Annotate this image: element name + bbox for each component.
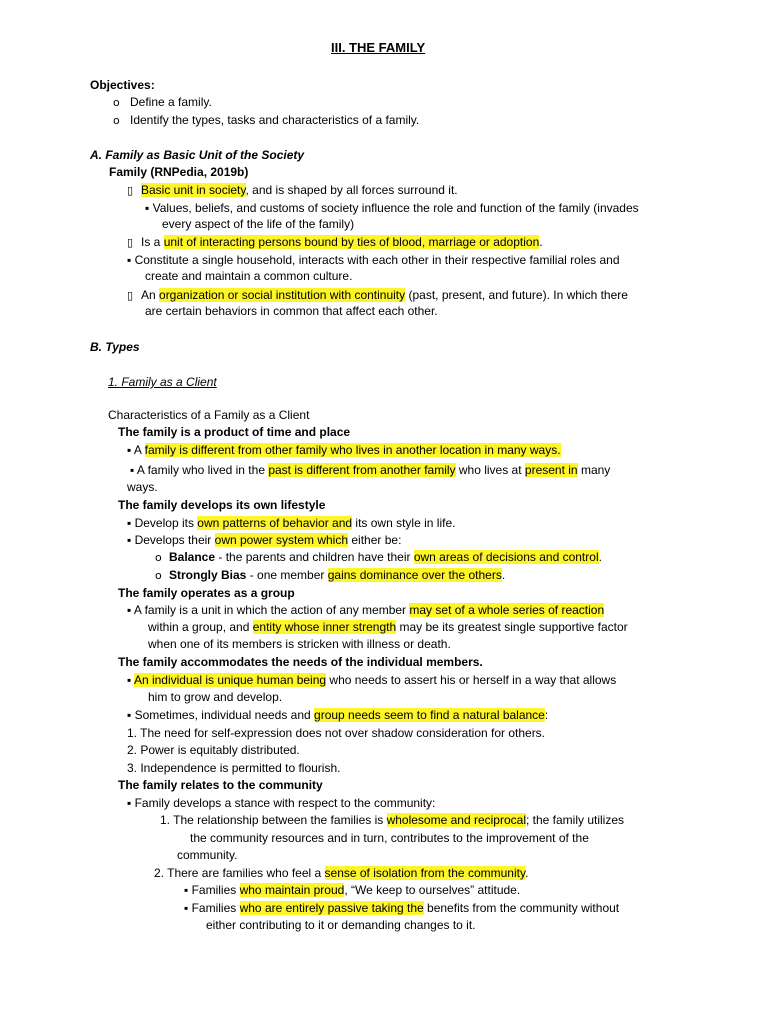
- bullet-o-icon: o: [113, 114, 120, 127]
- section-a-subheading: Family (RNPedia, 2019b): [109, 165, 249, 179]
- list-item: ▪ Sometimes, individual needs and group needs seem to find a natural balance:: [127, 708, 549, 722]
- objectives-heading: Objectives:: [90, 78, 155, 92]
- objective-item: o Define a family.: [113, 95, 212, 109]
- numbered-item: 1. The relationship between the families is wholesome and reciprocal; the family utilizes: [160, 813, 625, 827]
- sub-list-item: ▪ Families who maintain proud, “We keep to ourselves” attitude.: [184, 883, 521, 897]
- list-item: ▯ An organization or social institution with continuity (past, present, and future). In which there: [127, 288, 628, 302]
- characteristic-heading: The family develops its own lifestyle: [118, 498, 326, 512]
- numbered-item-continued: the community resources and in turn, contributes to the improvement of the: [190, 831, 589, 845]
- sub-list-item-continued: either contributing to it or demanding changes to it.: [206, 918, 476, 932]
- characteristic-heading: The family operates as a group: [118, 586, 295, 600]
- numbered-item: 3. Independence is permitted to flourish.: [127, 761, 341, 775]
- list-item: ▪ A family who lived in the past is different from another family who lives at present in many: [130, 463, 611, 477]
- characteristic-heading: The family accommodates the needs of the individual members.: [118, 655, 483, 669]
- list-item: ▪ Constitute a single household, interacts with each other in their respective familial roles and: [127, 253, 620, 267]
- section-b-subheading: 1. Family as a Client: [108, 375, 217, 389]
- list-item-continued: when one of its members is stricken with illness or death.: [148, 637, 451, 651]
- characteristics-heading: Characteristics of a Family as a Client: [108, 408, 310, 422]
- numbered-item: 1. The need for self-expression does not over shadow consideration for others.: [127, 726, 546, 740]
- list-item-continued: ways.: [127, 480, 158, 494]
- list-item: ▯ Basic unit in society, and is shaped by all forces surround it.: [127, 183, 458, 197]
- bullet-o-icon: o: [113, 96, 120, 109]
- list-item-continued: are certain behaviors in common that affect each other.: [145, 304, 438, 318]
- sub-list-item: o Strongly Bias - one member gains dominance over the others.: [155, 568, 506, 582]
- list-item: ▪ An individual is unique human being who needs to assert his or herself in a way that allows: [127, 673, 617, 687]
- bullet-o-icon: o: [155, 569, 162, 582]
- numbered-item-continued: community.: [177, 848, 238, 862]
- bullet-o-icon: o: [155, 551, 162, 564]
- list-item-continued: every aspect of the life of the family): [162, 217, 355, 231]
- characteristic-heading: The family is a product of time and place: [118, 425, 351, 439]
- list-item: ▪ A family is a unit in which the action of any member may set of a whole series of reaction: [127, 603, 605, 617]
- section-a-heading: A. Family as Basic Unit of the Society: [90, 148, 305, 162]
- list-item-continued: him to grow and develop.: [148, 690, 283, 704]
- list-item: ▪ A family is different from other family who lives in another location in many ways.: [127, 443, 561, 457]
- page-title: III. THE FAMILY: [331, 40, 426, 55]
- list-item-continued: within a group, and entity whose inner strength may be its greatest single supportive factor: [148, 620, 628, 634]
- characteristic-heading: The family relates to the community: [118, 778, 323, 792]
- numbered-item: 2. Power is equitably distributed.: [127, 743, 300, 757]
- list-item: ▯ Is a unit of interacting persons bound by ties of blood, marriage or adoption.: [127, 235, 543, 249]
- section-b-heading: B. Types: [90, 340, 140, 354]
- list-item: ▪ Develops their own power system which either be:: [127, 533, 402, 547]
- missing-glyph-icon: ▯: [127, 236, 134, 249]
- missing-glyph-icon: ▯: [127, 184, 134, 197]
- list-item: ▪ Develop its own patterns of behavior and its own style in life.: [127, 516, 456, 530]
- list-item: ▪ Family develops a stance with respect to the community:: [127, 796, 436, 810]
- sub-list-item: ▪ Families who are entirely passive taking the benefits from the community without: [184, 901, 620, 915]
- missing-glyph-icon: ▯: [127, 289, 134, 302]
- list-item: ▪ Values, beliefs, and customs of society influence the role and function of the family (invades: [145, 201, 639, 215]
- objective-item: o Identify the types, tasks and characteristics of a family.: [113, 113, 420, 127]
- sub-list-item: o Balance - the parents and children have their own areas of decisions and control.: [155, 550, 602, 564]
- numbered-item: 2. There are families who feel a sense of isolation from the community.: [154, 866, 529, 880]
- list-item-continued: create and maintain a common culture.: [145, 269, 353, 283]
